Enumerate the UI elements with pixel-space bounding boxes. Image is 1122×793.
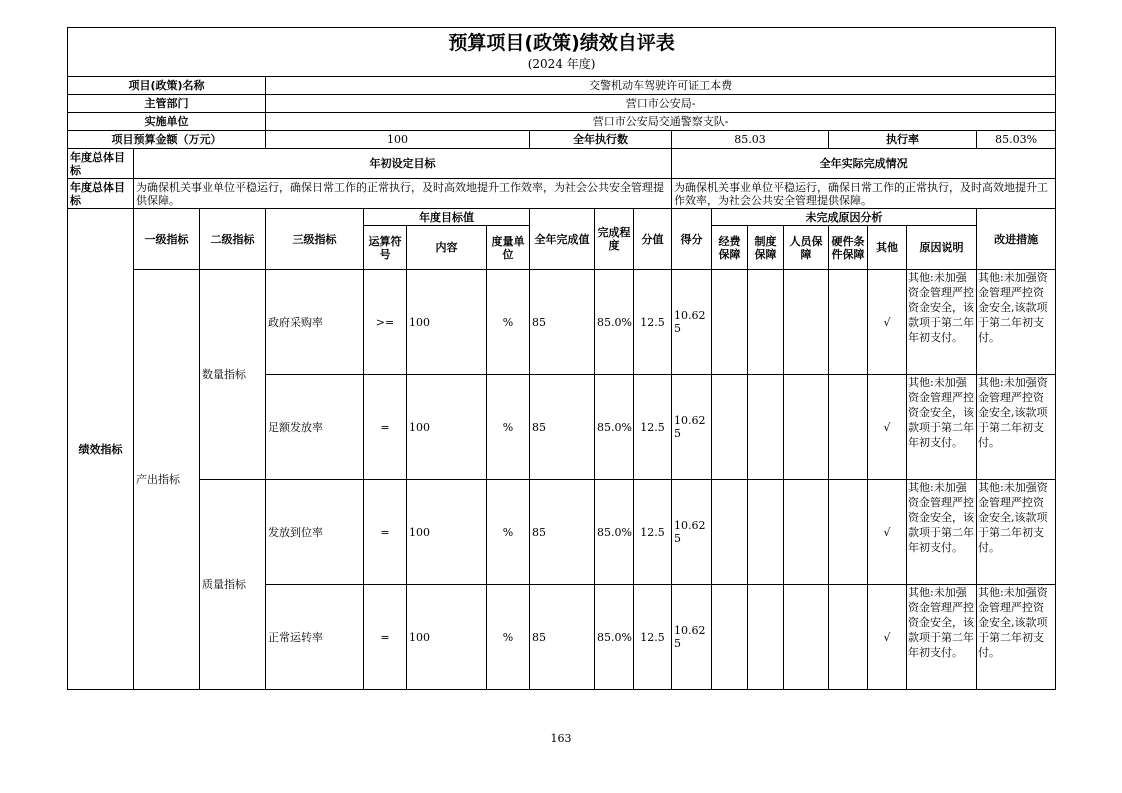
completion-degree-value: 85.0% (595, 375, 634, 480)
other-header: 其他 (868, 226, 907, 270)
unit-value: % (487, 585, 530, 690)
completed-value: 85 (530, 480, 595, 585)
score-value-value: 12.5 (634, 270, 672, 375)
score-value: 10.625 (672, 270, 712, 375)
level3-value: 足额发放率 (266, 375, 364, 480)
operator-header: 运算符号 (364, 226, 407, 270)
table-row (68, 480, 1056, 585)
system-guarantee-cell (748, 270, 784, 375)
system-guarantee-cell (748, 480, 784, 585)
completed-value: 85 (530, 585, 595, 690)
improvement-measure: 其他:未加强资金管理严控资金安全,该款项于第二年初支付。 (977, 375, 1056, 480)
system-guarantee-header: 制度保障 (748, 226, 784, 270)
target-value-group-header: 年度目标值 (364, 209, 530, 226)
score-value: 10.625 (672, 480, 712, 585)
hardware-guarantee-header: 硬件条件保障 (829, 226, 868, 270)
performance-indicators-label: 绩效指标 (68, 209, 134, 690)
improvement-header: 改进措施 (977, 209, 1056, 270)
level1-header: 一级指标 (134, 209, 200, 270)
system-guarantee-cell (748, 585, 784, 690)
annual-goal-header-label: 年度总体目标 (68, 149, 134, 179)
department-value: 营口市公安局- (266, 95, 1056, 113)
score-value: 10.625 (672, 585, 712, 690)
unit-value: % (487, 270, 530, 375)
level2-header: 二级指标 (200, 209, 266, 270)
operator-value: >= (364, 270, 407, 375)
budget-label: 项目预算金额（万元） (68, 131, 266, 149)
hardware-guarantee-cell (829, 270, 868, 375)
hardware-guarantee-cell (829, 375, 868, 480)
implementing-unit-value: 营口市公安局交通警察支队- (266, 113, 1056, 131)
implementing-unit-label: 实施单位 (68, 113, 266, 131)
reason-explain-header: 原因说明 (907, 226, 977, 270)
score-value-value: 12.5 (634, 585, 672, 690)
unit-value: % (487, 480, 530, 585)
operator-value: = (364, 480, 407, 585)
unit-value: % (487, 375, 530, 480)
score-value-header: 分值 (634, 209, 672, 270)
other-check: √ (868, 375, 907, 480)
operator-value: = (364, 375, 407, 480)
content-header: 内容 (407, 226, 487, 270)
completion-degree-value: 85.0% (595, 585, 634, 690)
staff-guarantee-cell (784, 585, 829, 690)
year-subtitle: (2024 年度) (527, 57, 596, 71)
staff-guarantee-cell (784, 375, 829, 480)
table-row (68, 270, 1056, 375)
staff-guarantee-cell (784, 480, 829, 585)
hardware-guarantee-cell (829, 585, 868, 690)
funding-guarantee-cell (712, 375, 748, 480)
funding-guarantee-cell (712, 270, 748, 375)
improvement-measure: 其他:未加强资金管理严控资金安全,该款项于第二年初支付。 (977, 480, 1056, 585)
completion-degree-value: 85.0% (595, 270, 634, 375)
improvement-measure: 其他:未加强资金管理严控资金安全,该款项于第二年初支付。 (977, 270, 1056, 375)
reason-explanation: 其他:未加强资金管理严控资金安全，该款项于第二年年初支付。 (907, 270, 977, 375)
level1-value: 产出指标 (134, 270, 200, 690)
funding-guarantee-cell (712, 585, 748, 690)
staff-guarantee-header: 人员保障 (784, 226, 829, 270)
content-value: 100 (407, 375, 487, 480)
completion-degree-value: 85.0% (595, 480, 634, 585)
actual-completion-text: 为确保机关事业单位平稳运行，确保日常工作的正常执行，及时高效地提升工作效率，为社会公共安全管理提供保障。 (672, 179, 1056, 209)
budget-value: 100 (266, 131, 530, 149)
page-number: 163 (550, 732, 572, 745)
project-name-label: 项目(政策)名称 (68, 77, 266, 95)
page-title: 预算项目(政策)绩效自评表 (448, 32, 675, 54)
execution-rate-label: 执行率 (829, 131, 977, 149)
executed-value: 85.03 (672, 131, 829, 149)
level3-value: 政府采购率 (266, 270, 364, 375)
actual-completion-label: 全年实际完成情况 (672, 149, 1056, 179)
score-value-value: 12.5 (634, 480, 672, 585)
department-label: 主管部门 (68, 95, 266, 113)
content-value: 100 (407, 585, 487, 690)
level3-header: 三级指标 (266, 209, 364, 270)
level2-value: 数量指标 (200, 270, 266, 480)
reason-explanation: 其他:未加强资金管理严控资金安全，该款项于第二年年初支付。 (907, 585, 977, 690)
level3-value: 发放到位率 (266, 480, 364, 585)
completion-degree-header: 完成程度 (595, 209, 634, 270)
funding-guarantee-cell (712, 480, 748, 585)
reason-explanation: 其他:未加强资金管理严控资金安全，该款项于第二年年初支付。 (907, 375, 977, 480)
other-check: √ (868, 585, 907, 690)
operator-value: = (364, 585, 407, 690)
other-check: √ (868, 480, 907, 585)
hardware-guarantee-cell (829, 480, 868, 585)
initial-goal-text: 为确保机关事业单位平稳运行，确保日常工作的正常执行，及时高效地提升工作效率，为社会公共安全管理提供保障。 (134, 179, 672, 209)
funding-guarantee-header: 经费保障 (712, 226, 748, 270)
evaluation-table (67, 27, 1056, 690)
score-header: 得分 (672, 209, 712, 270)
project-name-value: 交警机动车驾驶许可证工本费 (266, 77, 1056, 95)
improvement-measure: 其他:未加强资金管理严控资金安全,该款项于第二年初支付。 (977, 585, 1056, 690)
executed-label: 全年执行数 (530, 131, 672, 149)
completed-value: 85 (530, 270, 595, 375)
system-guarantee-cell (748, 375, 784, 480)
title-block (68, 28, 1056, 77)
level3-value: 正常运转率 (266, 585, 364, 690)
content-value: 100 (407, 270, 487, 375)
annual-goal-row-label: 年度总体目标 (68, 179, 134, 209)
completed-value-header: 全年完成值 (530, 209, 595, 270)
other-check: √ (868, 270, 907, 375)
execution-rate-value: 85.03% (977, 131, 1056, 149)
staff-guarantee-cell (784, 270, 829, 375)
score-value: 10.625 (672, 375, 712, 480)
reason-explanation: 其他:未加强资金管理严控资金安全，该款项于第二年年初支付。 (907, 480, 977, 585)
reason-analysis-group-header: 未完成原因分析 (712, 209, 977, 226)
initial-goal-label: 年初设定目标 (134, 149, 672, 179)
level2-value: 质量指标 (200, 480, 266, 690)
score-value-value: 12.5 (634, 375, 672, 480)
unit-header: 度量单位 (487, 226, 530, 270)
completed-value: 85 (530, 375, 595, 480)
evaluation-sheet (67, 27, 1055, 690)
content-value: 100 (407, 480, 487, 585)
